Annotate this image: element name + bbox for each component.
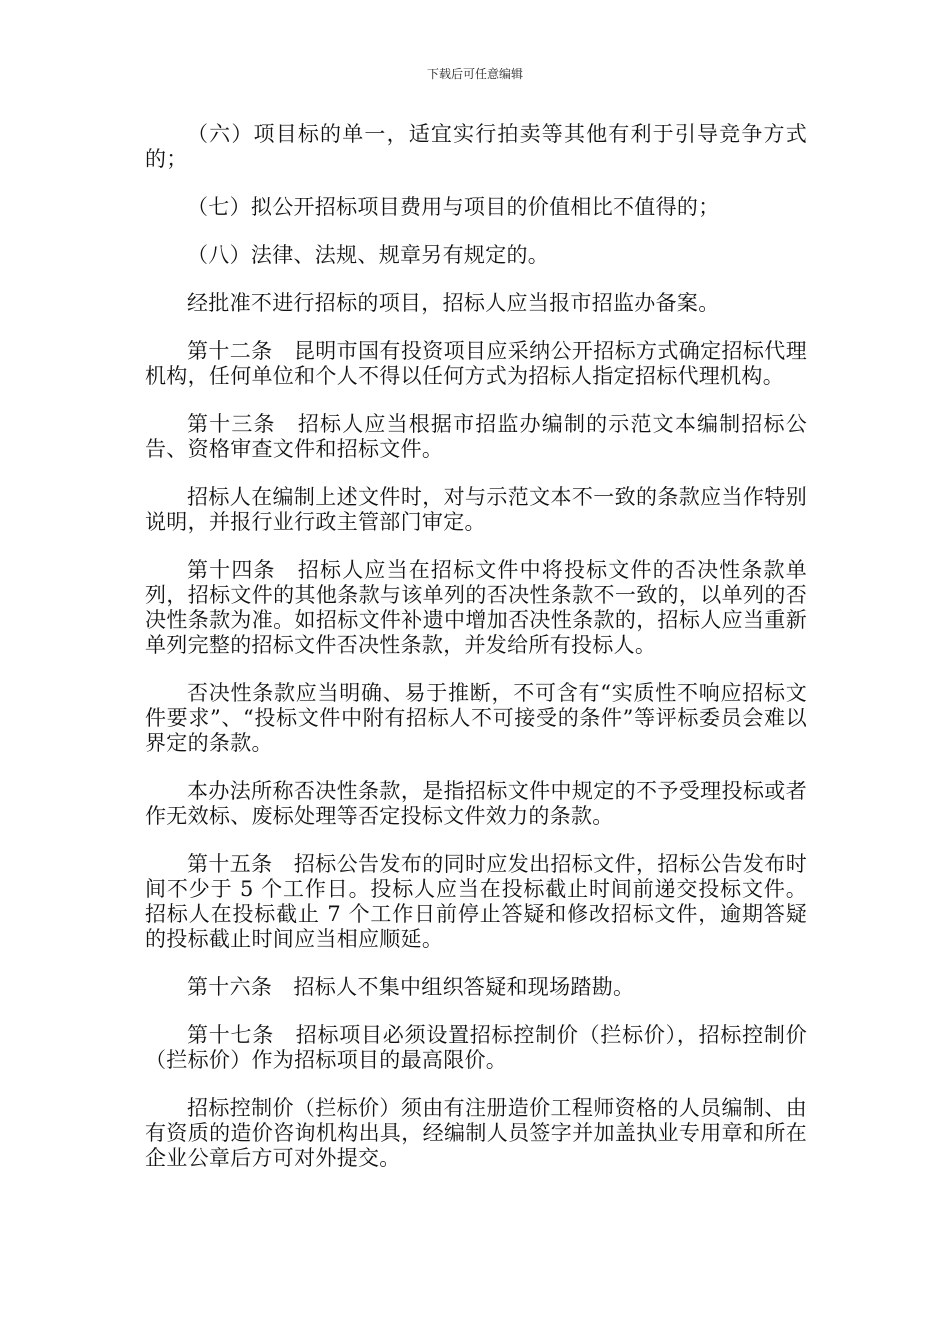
clause-item-7: （七）拟公开招标项目费用与项目的价值相比不值得的； [187,195,720,219]
page-header: 下载后可任意编辑 [426,67,523,81]
clause-item-6: （六）项目标的单一，适宜实行拍卖等其他有利于引导竞争方式的； [145,122,807,171]
article-15-paragraph: 第十五条 招标公告发布的同时应发出招标文件，招标公告发布时间不少于 5 个工作日。投标人应当在投标截止时间前递交投标文件。招标人在投标截止 7 个工作日前停止答疑和修改招标文件，逾期答疑的投标截止时间应当相应顺延。 [145,852,807,951]
approval-filing-paragraph: 经批准不进行招标的项目，招标人应当报市招监办备案。 [187,291,720,315]
article-13-paragraph: 第十三条 招标人应当根据市招监办编制的示范文本编制招标公告、资格审查文件和招标文件。 [145,412,807,461]
article-17-supplement-paragraph: 招标控制价（拦标价）须由有注册造价工程师资格的人员编制、由有资质的造价咨询机构出具，经编制人员签字并加盖执业专用章和所在企业公章后方可对外提交。 [145,1096,807,1170]
clause-item-8: （八）法律、法规、规章另有规定的。 [187,243,550,267]
article-14-paragraph: 第十四条 招标人应当在招标文件中将投标文件的否决性条款单列，招标文件的其他条款与该单列的否决性条款不一致的，以单列的否决性条款为准。如招标文件补遗中增加否决性条款的，招标人应当重新单列完整的招标文件否决性条款，并发给所有投标人。 [145,558,807,657]
article-14-requirement-paragraph: 否决性条款应当明确、易于推断，不可含有“实质性不响应招标文件要求”、“投标文件中附有招标人不可接受的条件”等评标委员会难以界定的条款。 [145,681,807,755]
article-13-supplement-paragraph: 招标人在编制上述文件时，对与示范文本不一致的条款应当作特别说明，并报行业行政主管部门审定。 [145,485,807,534]
article-16-paragraph: 第十六条 招标人不集中组织答疑和现场踏勘。 [187,975,635,999]
document-body [145,122,807,1194]
article-14-definition-paragraph: 本办法所称否决性条款，是指招标文件中规定的不予受理投标或者作无效标、废标处理等否定投标文件效力的条款。 [145,779,807,828]
article-12-paragraph: 第十二条 昆明市国有投资项目应采纳公开招标方式确定招标代理机构，任何单位和个人不得以任何方式为招标人指定招标代理机构。 [145,339,807,388]
article-17-paragraph: 第十七条 招标项目必须设置招标控制价（拦标价），招标控制价（拦标价）作为招标项目的最高限价。 [145,1023,807,1072]
